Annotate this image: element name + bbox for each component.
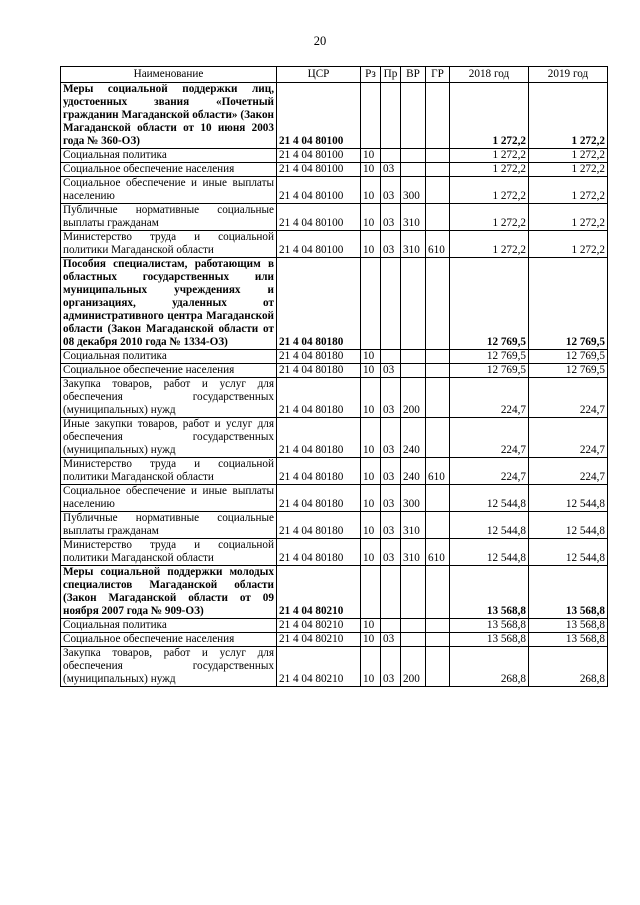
table-row: [61, 539, 608, 566]
cell-vr: [401, 258, 426, 350]
cell-name: Министерство труда и социальной политики Магаданской области: [61, 458, 277, 485]
cell-pr: [381, 566, 401, 619]
cell-vr: 200: [401, 647, 426, 687]
cell-rz: 10: [361, 512, 381, 539]
cell-pr: 03: [381, 485, 401, 512]
cell-2019: 268,8: [529, 647, 608, 687]
cell-gr: [426, 258, 450, 350]
cell-2018: 1 272,2: [450, 177, 529, 204]
cell-vr: 300: [401, 177, 426, 204]
cell-2019: 224,7: [529, 418, 608, 458]
cell-gr: [426, 647, 450, 687]
header-gr: ГР: [426, 67, 450, 83]
cell-2018: 268,8: [450, 647, 529, 687]
cell-gr: [426, 364, 450, 378]
cell-vr: 310: [401, 204, 426, 231]
table-row: [61, 350, 608, 364]
cell-2018: 13 568,8: [450, 619, 529, 633]
cell-vr: [401, 163, 426, 177]
table-row: [61, 231, 608, 258]
table-header-row: [61, 67, 608, 83]
cell-2018: 12 769,5: [450, 364, 529, 378]
cell-gr: [426, 177, 450, 204]
cell-gr: 610: [426, 231, 450, 258]
cell-vr: 310: [401, 231, 426, 258]
cell-csr: 21 4 04 80180: [277, 512, 361, 539]
cell-name: Закупка товаров, работ и услуг для обеспечения государственных (муниципальных) нужд: [61, 378, 277, 418]
cell-2018: 12 544,8: [450, 539, 529, 566]
cell-2018: 224,7: [450, 458, 529, 485]
cell-csr: 21 4 04 80100: [277, 177, 361, 204]
cell-vr: 310: [401, 539, 426, 566]
cell-vr: 200: [401, 378, 426, 418]
cell-2018: 224,7: [450, 418, 529, 458]
cell-2018: 1 272,2: [450, 163, 529, 177]
cell-2018: 1 272,2: [450, 83, 529, 149]
header-2019: 2019 год: [529, 67, 608, 83]
cell-pr: [381, 258, 401, 350]
cell-gr: 610: [426, 458, 450, 485]
cell-pr: 03: [381, 204, 401, 231]
cell-rz: 10: [361, 364, 381, 378]
cell-2019: 1 272,2: [529, 204, 608, 231]
cell-name: Министерство труда и социальной политики Магаданской области: [61, 539, 277, 566]
cell-rz: 10: [361, 378, 381, 418]
cell-name: Публичные нормативные социальные выплаты гражданам: [61, 512, 277, 539]
table-row: [61, 177, 608, 204]
cell-rz: 10: [361, 163, 381, 177]
table-body: [61, 83, 608, 687]
cell-2018: 13 568,8: [450, 566, 529, 619]
cell-rz: 10: [361, 350, 381, 364]
cell-csr: 21 4 04 80210: [277, 619, 361, 633]
cell-name: Социальное обеспечение населения: [61, 633, 277, 647]
cell-gr: [426, 149, 450, 163]
table-row: [61, 566, 608, 619]
table-row: [61, 647, 608, 687]
cell-rz: 10: [361, 539, 381, 566]
cell-name: Меры социальной поддержки лиц, удостоенных звания «Почетный гражданин Магаданской области» (Закон Магаданской области от 10 июня 2003 года № 360-ОЗ): [61, 83, 277, 149]
header-name: Наименование: [61, 67, 277, 83]
cell-gr: [426, 204, 450, 231]
table-row: [61, 458, 608, 485]
cell-name: Социальное обеспечение и иные выплаты населению: [61, 177, 277, 204]
cell-gr: [426, 485, 450, 512]
cell-csr: 21 4 04 80210: [277, 566, 361, 619]
cell-csr: 21 4 04 80100: [277, 231, 361, 258]
cell-vr: 240: [401, 458, 426, 485]
cell-gr: [426, 378, 450, 418]
header-pr: Пр: [381, 67, 401, 83]
cell-2019: 12 769,5: [529, 364, 608, 378]
cell-2018: 1 272,2: [450, 149, 529, 163]
cell-2019: 13 568,8: [529, 619, 608, 633]
cell-csr: 21 4 04 80210: [277, 633, 361, 647]
cell-vr: [401, 633, 426, 647]
cell-csr: 21 4 04 80180: [277, 350, 361, 364]
cell-name: Социальное обеспечение населения: [61, 163, 277, 177]
cell-pr: [381, 619, 401, 633]
cell-pr: [381, 149, 401, 163]
cell-csr: 21 4 04 80180: [277, 378, 361, 418]
cell-pr: [381, 83, 401, 149]
cell-vr: 310: [401, 512, 426, 539]
cell-2018: 13 568,8: [450, 633, 529, 647]
cell-2019: 12 544,8: [529, 512, 608, 539]
cell-2019: 13 568,8: [529, 566, 608, 619]
cell-rz: 10: [361, 647, 381, 687]
cell-vr: 240: [401, 418, 426, 458]
table-row: [61, 619, 608, 633]
cell-2019: 1 272,2: [529, 163, 608, 177]
cell-csr: 21 4 04 80100: [277, 163, 361, 177]
cell-rz: 10: [361, 458, 381, 485]
cell-pr: 03: [381, 633, 401, 647]
cell-rz: [361, 83, 381, 149]
cell-2019: 13 568,8: [529, 633, 608, 647]
cell-2019: 12 769,5: [529, 350, 608, 364]
table-row: [61, 512, 608, 539]
cell-pr: 03: [381, 364, 401, 378]
cell-vr: [401, 566, 426, 619]
cell-2019: 12 769,5: [529, 258, 608, 350]
cell-gr: [426, 163, 450, 177]
cell-rz: [361, 566, 381, 619]
table-row: [61, 204, 608, 231]
cell-csr: 21 4 04 80180: [277, 364, 361, 378]
cell-rz: 10: [361, 177, 381, 204]
cell-2019: 1 272,2: [529, 177, 608, 204]
cell-gr: [426, 350, 450, 364]
cell-2019: 224,7: [529, 378, 608, 418]
table-row: [61, 258, 608, 350]
cell-pr: 03: [381, 539, 401, 566]
cell-vr: [401, 350, 426, 364]
cell-rz: 10: [361, 485, 381, 512]
cell-2018: 12 769,5: [450, 350, 529, 364]
cell-name: Меры социальной поддержки молодых специалистов Магаданской области (Закон Магаданской области от 09 ноября 2007 года № 909-ОЗ): [61, 566, 277, 619]
cell-csr: 21 4 04 80180: [277, 418, 361, 458]
cell-2019: 1 272,2: [529, 83, 608, 149]
cell-2019: 1 272,2: [529, 149, 608, 163]
cell-name: Социальное обеспечение населения: [61, 364, 277, 378]
cell-csr: 21 4 04 80180: [277, 485, 361, 512]
table-row: [61, 418, 608, 458]
header-rz: Рз: [361, 67, 381, 83]
header-2018: 2018 год: [450, 67, 529, 83]
cell-name: Иные закупки товаров, работ и услуг для обеспечения государственных (муниципальных) нужд: [61, 418, 277, 458]
cell-gr: [426, 83, 450, 149]
cell-pr: 03: [381, 378, 401, 418]
cell-name: Социальная политика: [61, 350, 277, 364]
cell-gr: [426, 512, 450, 539]
cell-csr: 21 4 04 80100: [277, 83, 361, 149]
cell-2018: 1 272,2: [450, 204, 529, 231]
cell-2018: 12 769,5: [450, 258, 529, 350]
table-row: [61, 364, 608, 378]
cell-2018: 224,7: [450, 378, 529, 418]
table-row: [61, 633, 608, 647]
cell-rz: 10: [361, 633, 381, 647]
cell-pr: 03: [381, 512, 401, 539]
cell-name: Пособия специалистам, работающим в областных государственных или муниципальных учреждениях и организациях, удаленных от административного центра Магаданской области (Закон Магаданской области от 08 декабря 2010 года № 1334-ОЗ): [61, 258, 277, 350]
cell-pr: [381, 350, 401, 364]
cell-vr: [401, 364, 426, 378]
cell-csr: 21 4 04 80100: [277, 149, 361, 163]
header-vr: ВР: [401, 67, 426, 83]
cell-name: Публичные нормативные социальные выплаты гражданам: [61, 204, 277, 231]
cell-gr: 610: [426, 539, 450, 566]
header-csr: ЦСР: [277, 67, 361, 83]
cell-rz: 10: [361, 204, 381, 231]
cell-rz: 10: [361, 619, 381, 633]
cell-gr: [426, 566, 450, 619]
cell-vr: 300: [401, 485, 426, 512]
cell-2019: 12 544,8: [529, 485, 608, 512]
cell-name: Социальная политика: [61, 149, 277, 163]
cell-rz: 10: [361, 231, 381, 258]
table-row: [61, 83, 608, 149]
cell-2019: 1 272,2: [529, 231, 608, 258]
cell-rz: 10: [361, 418, 381, 458]
cell-vr: [401, 149, 426, 163]
table-row: [61, 149, 608, 163]
cell-name: Социальная политика: [61, 619, 277, 633]
cell-csr: 21 4 04 80180: [277, 458, 361, 485]
page-number: 20: [313, 34, 327, 48]
cell-gr: [426, 418, 450, 458]
cell-pr: 03: [381, 418, 401, 458]
cell-vr: [401, 83, 426, 149]
cell-pr: 03: [381, 163, 401, 177]
cell-rz: 10: [361, 149, 381, 163]
cell-2018: 12 544,8: [450, 512, 529, 539]
cell-2018: 1 272,2: [450, 231, 529, 258]
cell-csr: 21 4 04 80180: [277, 539, 361, 566]
cell-rz: [361, 258, 381, 350]
cell-2019: 12 544,8: [529, 539, 608, 566]
cell-pr: 03: [381, 458, 401, 485]
table-row: [61, 163, 608, 177]
cell-name: Социальное обеспечение и иные выплаты населению: [61, 485, 277, 512]
table-row: [61, 485, 608, 512]
cell-2018: 12 544,8: [450, 485, 529, 512]
cell-csr: 21 4 04 80100: [277, 204, 361, 231]
cell-csr: 21 4 04 80210: [277, 647, 361, 687]
cell-pr: 03: [381, 231, 401, 258]
cell-name: Министерство труда и социальной политики Магаданской области: [61, 231, 277, 258]
cell-pr: 03: [381, 647, 401, 687]
cell-vr: [401, 619, 426, 633]
table-row: [61, 378, 608, 418]
cell-gr: [426, 619, 450, 633]
cell-gr: [426, 633, 450, 647]
cell-2019: 224,7: [529, 458, 608, 485]
budget-table: [60, 66, 608, 687]
cell-csr: 21 4 04 80180: [277, 258, 361, 350]
cell-pr: 03: [381, 177, 401, 204]
cell-name: Закупка товаров, работ и услуг для обеспечения государственных (муниципальных) нужд: [61, 647, 277, 687]
